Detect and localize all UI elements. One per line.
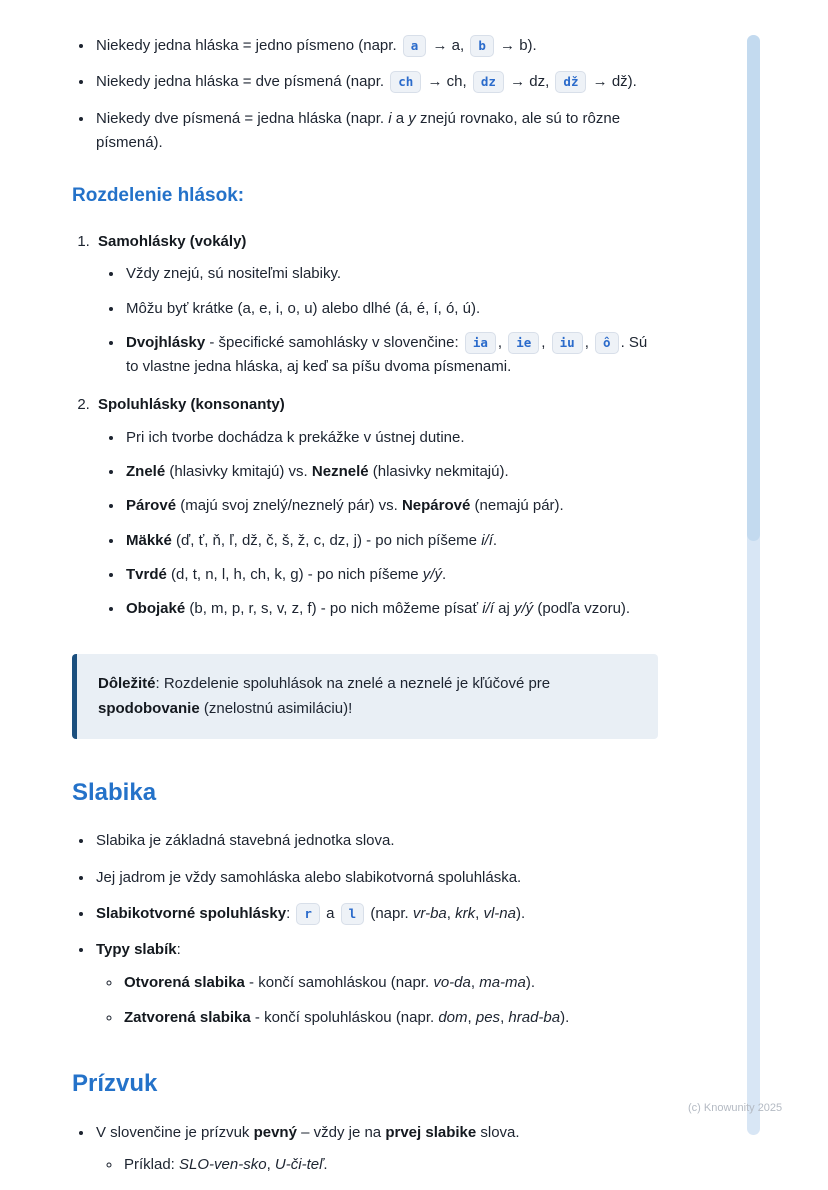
italic-text: SLO-ven-sko (179, 1156, 267, 1174)
bold-text: Samohlásky (vokály) (98, 232, 247, 250)
bold-text: Typy slabík (96, 941, 177, 959)
inline-code-chip: dz (473, 71, 504, 93)
text-segment: Niekedy jedna hláska = jedno písmeno (napr. (96, 37, 401, 54)
text-segment: Pri ich tvorbe dochádza k prekážke v ústnej dutine. (126, 428, 465, 446)
text-segment: a (391, 109, 409, 127)
inline-code-chip: a (403, 35, 427, 57)
text-segment: V slovenčine je prízvuk (96, 1123, 254, 1141)
text-segment: a (321, 904, 339, 922)
prizvuk-list (72, 1121, 658, 1178)
text-segment: → a, (428, 37, 469, 54)
text-segment: : (286, 904, 295, 922)
bold-text: Neznelé (311, 463, 369, 481)
italic-text: krk (455, 904, 476, 922)
inline-code-chip: b (470, 35, 494, 57)
bold-text: Párové (126, 497, 177, 515)
bold-text: Otvorená slabika (124, 973, 245, 991)
text-segment: ). (525, 973, 536, 991)
text-segment: : Rozdelenie spoluhlások na znelé a neznelé je kľúčové pre (155, 674, 551, 692)
text-segment: (majú svoj znelý/neznelý pár) vs. (176, 497, 402, 515)
scrollbar[interactable] (747, 35, 760, 1135)
bold-text: Dvojhlásky (126, 333, 206, 351)
text-segment: - končí spoluhláskou (napr. (250, 1008, 439, 1026)
text-segment: Môžu byť krátke (a, e, i, o, u) alebo dlhé (á, é, í, ó, ú). (126, 299, 481, 317)
text-segment: → ch, (423, 73, 471, 91)
italic-text: dom (438, 1008, 468, 1026)
text-segment: → dž). (588, 73, 637, 91)
list-item (94, 866, 658, 890)
list-item (94, 902, 658, 926)
typy-slabik-sublist (96, 971, 658, 1031)
text-segment: , (467, 1008, 476, 1026)
document-content (72, 34, 658, 1190)
bold-text: Tvrdé (126, 565, 167, 583)
text-segment: ). (560, 1008, 570, 1026)
inline-code-chip: ch (390, 71, 421, 93)
italic-text: y (408, 109, 416, 127)
text-segment: - končí samohláskou (napr. (244, 973, 434, 991)
text-segment: , (500, 1008, 509, 1026)
list-item (94, 829, 658, 853)
italic-text: i (388, 109, 392, 127)
list-item (94, 1121, 658, 1178)
list-item (94, 34, 658, 58)
section-heading-slabika: Slabika (72, 778, 157, 806)
bold-text: spodobovanie (98, 700, 200, 718)
spoluhlasky-sublist (98, 426, 658, 622)
text-segment: (hlasivky nekmitajú). (368, 463, 509, 481)
list-item (124, 331, 658, 380)
text-segment: . Sú to vlastne jedna hláska, aj keď sa píšu dvoma písmenami. (126, 333, 648, 376)
inline-code-chip: ie (508, 332, 539, 354)
list-item (124, 426, 658, 450)
list-item (94, 107, 658, 156)
list-item (124, 460, 658, 484)
text-segment: ). (515, 904, 526, 922)
section-heading-prizvuk: Prízvuk (72, 1070, 158, 1098)
list-item (94, 70, 658, 94)
list-item (124, 262, 658, 286)
text-segment: (nemajú pár). (470, 497, 564, 515)
text-segment: - špecifické samohlásky v slovenčine: (205, 333, 463, 351)
intro-list (72, 34, 658, 155)
text-segment: Niekedy jedna hláska = dve písmená (napr. (96, 73, 389, 91)
bold-text: prvej slabike (385, 1123, 477, 1141)
watermark: (c) Knowunity 2025 (688, 1102, 783, 1114)
inline-code-chip: r (296, 903, 320, 925)
text-segment: (podľa vzoru). (533, 600, 631, 618)
list-item (124, 529, 658, 553)
italic-text: vl-na (483, 904, 516, 922)
italic-text: y/ý (422, 565, 442, 583)
bold-text: Slabikotvorné spoluhlásky (96, 904, 287, 922)
inline-code-chip: ô (595, 332, 619, 354)
text-segment: . (492, 531, 498, 549)
text-segment: Jej jadrom je vždy samohláska alebo slabikotvorná spoluhláska. (96, 868, 522, 886)
text-segment: , (497, 333, 507, 351)
italic-text: pes (475, 1008, 501, 1026)
italic-text: hrad-ba (508, 1008, 561, 1026)
text-segment: → b). (495, 37, 537, 54)
text-segment: , (584, 333, 594, 351)
text-segment: slova. (476, 1123, 520, 1141)
inline-code-chip: l (341, 903, 365, 925)
important-callout (72, 654, 658, 739)
text-segment: , (541, 333, 550, 351)
text-segment: (d, t, n, l, h, ch, k, g) - po nich píšeme (166, 565, 423, 583)
bold-text: Znelé (126, 463, 166, 481)
list-item (124, 563, 658, 587)
list-item (122, 1153, 658, 1177)
text-segment: – vždy je na (296, 1123, 386, 1141)
text-segment: , (266, 1156, 275, 1174)
inline-code-chip: ia (465, 332, 496, 354)
list-item (124, 297, 658, 321)
text-segment: , (446, 904, 456, 922)
list-item (94, 393, 658, 621)
bold-text: Obojaké (126, 600, 186, 618)
inline-code-chip: dž (555, 71, 586, 93)
bold-text: Zatvorená slabika (124, 1008, 251, 1026)
list-item (124, 597, 658, 621)
list-item (122, 971, 658, 995)
text-segment: aj (493, 600, 514, 618)
bold-text: Spoluhlásky (konsonanty) (98, 396, 285, 414)
numbered-item-title (98, 233, 246, 250)
italic-text: vo-da (433, 973, 471, 991)
inline-code-chip: iu (552, 332, 583, 354)
samohlasky-sublist (98, 262, 658, 379)
italic-text: U-či-teľ (274, 1156, 324, 1174)
text-segment: → dz, (505, 73, 554, 91)
bold-text: Dôležité (98, 674, 156, 692)
text-segment: , (475, 904, 484, 922)
text-segment: (znelostnú asimiláciu)! (199, 700, 353, 718)
list-item (94, 938, 658, 1030)
text-segment: (napr. (366, 904, 413, 922)
text-segment: (ď, ť, ň, ľ, dž, č, š, ž, c, dz, j) - po nich píšeme (171, 531, 482, 549)
rozdelenie-list (72, 230, 658, 622)
scrollbar-thumb[interactable] (747, 35, 760, 541)
text-segment: : (176, 941, 181, 959)
text-segment: (b, m, p, r, s, v, z, f) - po nich môžeme písať (185, 600, 483, 618)
text-segment: znejú rovnako, ale sú to rôzne písmená). (96, 109, 621, 151)
italic-text: i/í (481, 531, 493, 549)
prizvuk-sublist (96, 1153, 658, 1177)
bold-text: pevný (253, 1123, 297, 1141)
callout-text (98, 675, 550, 718)
italic-text: y/ý (513, 600, 534, 618)
list-item (122, 1006, 658, 1030)
text-segment: , (470, 973, 480, 991)
list-item (94, 230, 658, 379)
text-segment: Slabika je základná stavebná jednotka slova. (96, 832, 395, 850)
slabika-list (72, 829, 658, 1030)
bold-text: Mäkké (126, 531, 172, 549)
text-segment: . (441, 565, 447, 583)
bold-text: Nepárové (401, 497, 471, 515)
italic-text: ma-ma (479, 973, 526, 991)
italic-text: i/í (482, 600, 494, 618)
section-heading-rozdelenie: Rozdelenie hlások: (72, 185, 245, 207)
text-segment: Príklad: (124, 1156, 180, 1174)
text-segment: Vždy znejú, sú nositeľmi slabiky. (126, 265, 342, 283)
text-segment: (hlasivky kmitajú) vs. (165, 463, 312, 481)
numbered-item-title (98, 396, 285, 413)
text-segment: . (323, 1156, 328, 1174)
italic-text: vr-ba (412, 904, 447, 922)
list-item (124, 494, 658, 518)
text-segment: Niekedy dve písmená = jedna hláska (napr. (96, 109, 389, 127)
